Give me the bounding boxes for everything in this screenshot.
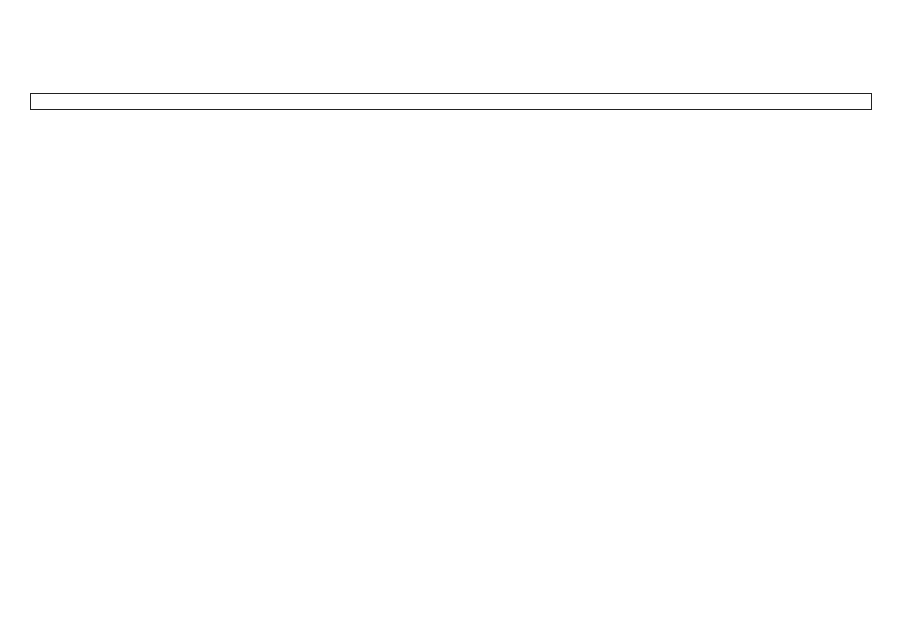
schedule-table [30,93,872,110]
table-header-row [30,93,872,110]
